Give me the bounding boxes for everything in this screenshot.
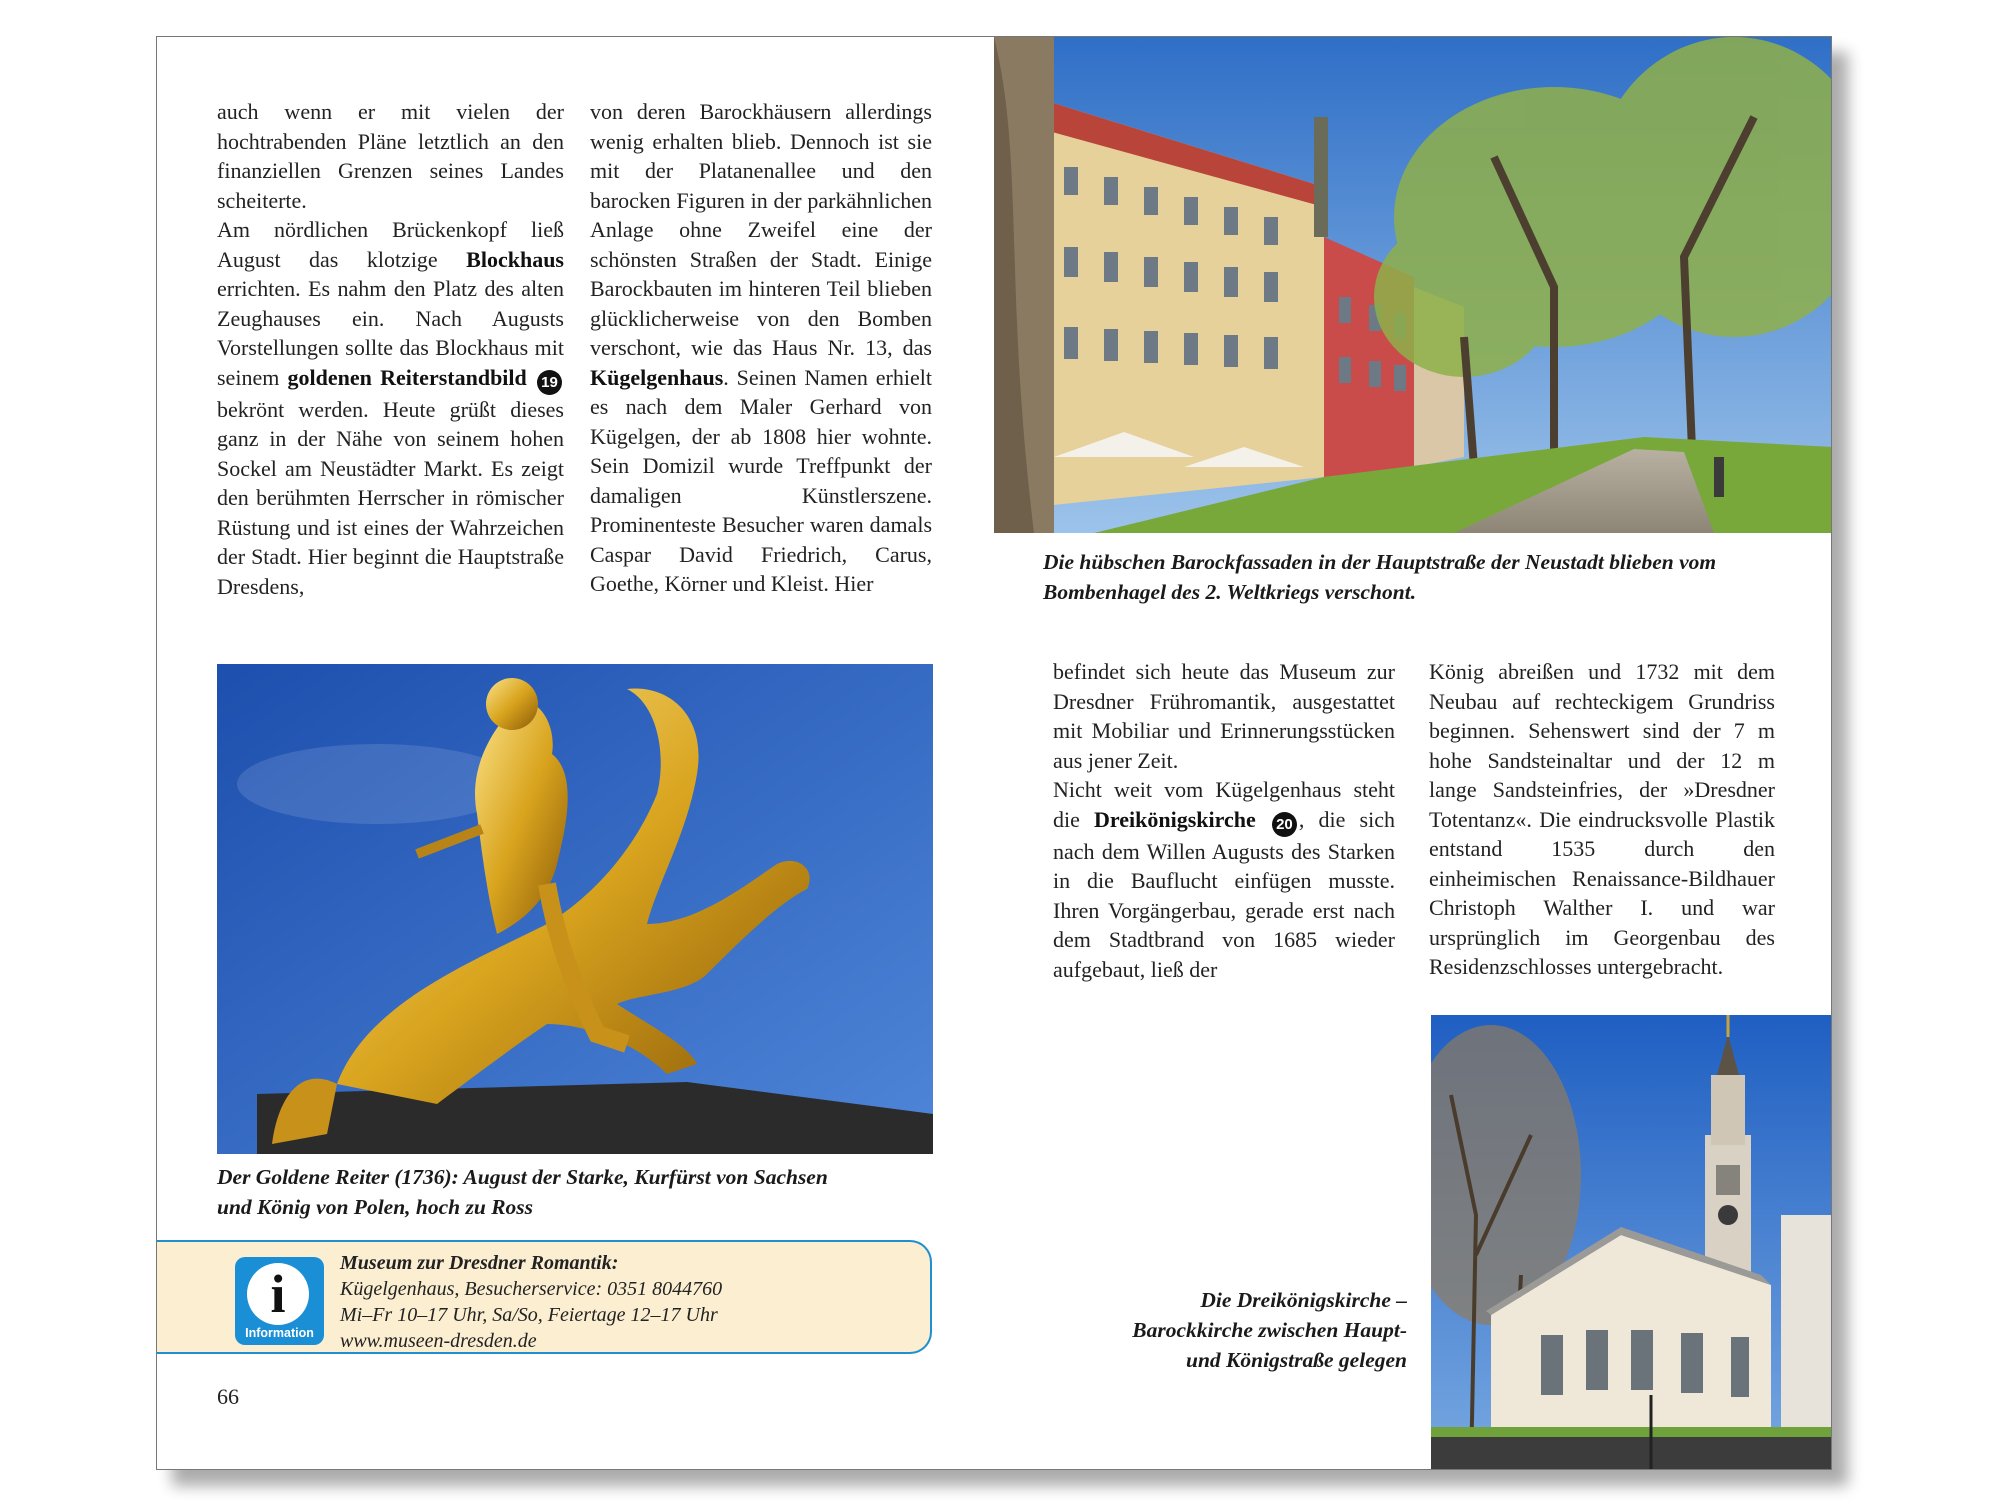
text-column-2 — [590, 97, 932, 599]
caption-line: Die Dreikönigskirche – — [1200, 1288, 1407, 1312]
photo-goldener-reiter — [217, 664, 933, 1154]
paragraph-start: Nicht weit vom Kügelgenhaus steht die — [1053, 777, 1395, 832]
text-column-3 — [1053, 657, 1395, 984]
page-number: 66 — [217, 1384, 239, 1409]
caption-hauptstrasse: Die hübschen Barockfassaden in der Hauptstraße der Neustadt blieben vom Bombenhagel des 2. Weltkriegs verschont. — [1043, 550, 1717, 604]
caption-goldener-reiter: Der Goldene Reiter (1736): August der Starke, Kurfürst von Sachsen und König von Polen, hoch zu Ross — [217, 1165, 828, 1219]
caption-line: und Königstraße gelegen — [1186, 1348, 1407, 1372]
paragraph: befindet sich heute das Museum zur Dresdner Frühromantik, ausgestattet mit Mobiliar und Erinnerungsstücken aus jener Zeit. — [1053, 659, 1395, 773]
caption-dreikoenigskirche — [947, 1285, 1407, 1375]
paragraph-text: . Seinen Namen erhielt es nach dem Maler Gerhard von Kügelgen, der ab 1808 hier wohnte. Sein Domizil wurde Treffpunkt der damaligen Künstlerszene. Prominenteste Besucher waren damals Caspar David Friedrich, Carus, Goethe, Körner und Kleist. Hier — [590, 364, 932, 596]
keyword-dreikoenigskirche: Dreikönigskirche — [1094, 806, 1256, 832]
paragraph-text: errichten. Es nahm den Platz des alten Zeughauses ein. Nach Augusts Vorstellungen sollte das Blockhaus mit seinem — [217, 276, 564, 390]
information-box — [157, 1240, 932, 1354]
paragraph-text: , die sich nach dem Willen Augusts des Starken in die Bauflucht einfügen musste. Ihren Vorgängerbau, gerade erst nach dem Stadtbrand von 1685 wieder aufgebaut, ließ der — [1053, 806, 1395, 982]
info-title: Museum zur Dresdner Romantik: — [340, 1252, 619, 1274]
paragraph: König abreißen und 1732 mit dem Neubau auf rechteckigem Grundriss beginnen. Sehenswert sind der 7 m hohe Sandsteinaltar und der 12 m lange Sandsteinfries, der »Dresdner Totentanz«. Die eindrucksvolle Plastik entstand 1535 durch den einheimischen Renaissance-Bildhauer Christoph Walther I. und war ursprünglich im Georgenbau des Residenzschlosses untergebracht. — [1429, 659, 1775, 979]
photo-hauptstrasse — [994, 37, 1832, 533]
information-icon — [235, 1257, 324, 1345]
map-marker-number: 20 — [1272, 812, 1297, 837]
paragraph-text: bekrönt werden. Heute grüßt dieses ganz in der Nähe von seinem hohen Sockel am Neustädter Markt. Es zeigt den berühmten Herrscher in römischer Rüstung und ist eines der Wahrzeichen der Stadt. Hier beginnt die Hauptstraße Dresdens, — [217, 396, 564, 599]
info-website-link[interactable]: www.museen-dresden.de — [340, 1330, 537, 1352]
book-spread — [156, 36, 1832, 1470]
info-icon-label: Information — [245, 1326, 314, 1340]
keyword-blockhaus: Blockhaus — [466, 246, 564, 272]
paragraph: auch wenn er mit vielen der hochtrabenden Pläne letztlich an den finanziellen Grenzen seines Landes scheiterte. — [217, 99, 564, 213]
info-letter: i — [247, 1263, 309, 1325]
map-marker-number: 19 — [537, 370, 562, 395]
text-column-1 — [217, 97, 564, 601]
info-text — [340, 1250, 722, 1354]
paragraph-start: Am nördlichen Brückenkopf ließ August das klotzige — [217, 217, 564, 272]
keyword-reiterstandbild: goldenen Reiterstandbild — [287, 364, 527, 390]
text-column-4 — [1429, 657, 1775, 982]
caption-line: Barockkirche zwischen Haupt- — [1132, 1318, 1407, 1342]
photo-dreikoenigskirche — [1431, 1015, 1832, 1470]
paragraph-text: von deren Barockhäusern allerdings wenig erhalten blieb. Dennoch ist sie mit der Platanenallee und den barocken Figuren in der parkähnlichen Anlage ohne Zweifel eine der schönsten Straßen der Stadt. Einige Barockbauten im hinteren Teil blieben glücklicherweise von den Bomben verschont, wie das Haus Nr. 13, das — [590, 99, 932, 360]
keyword-kuegelgenhaus: Kügelgenhaus — [590, 364, 724, 390]
info-address-phone: Kügelgenhaus, Besucherservice: 0351 8044760 — [340, 1278, 723, 1300]
info-opening-hours: Mi–Fr 10–17 Uhr, Sa/So, Feiertage 12–17 Uhr — [340, 1304, 718, 1326]
